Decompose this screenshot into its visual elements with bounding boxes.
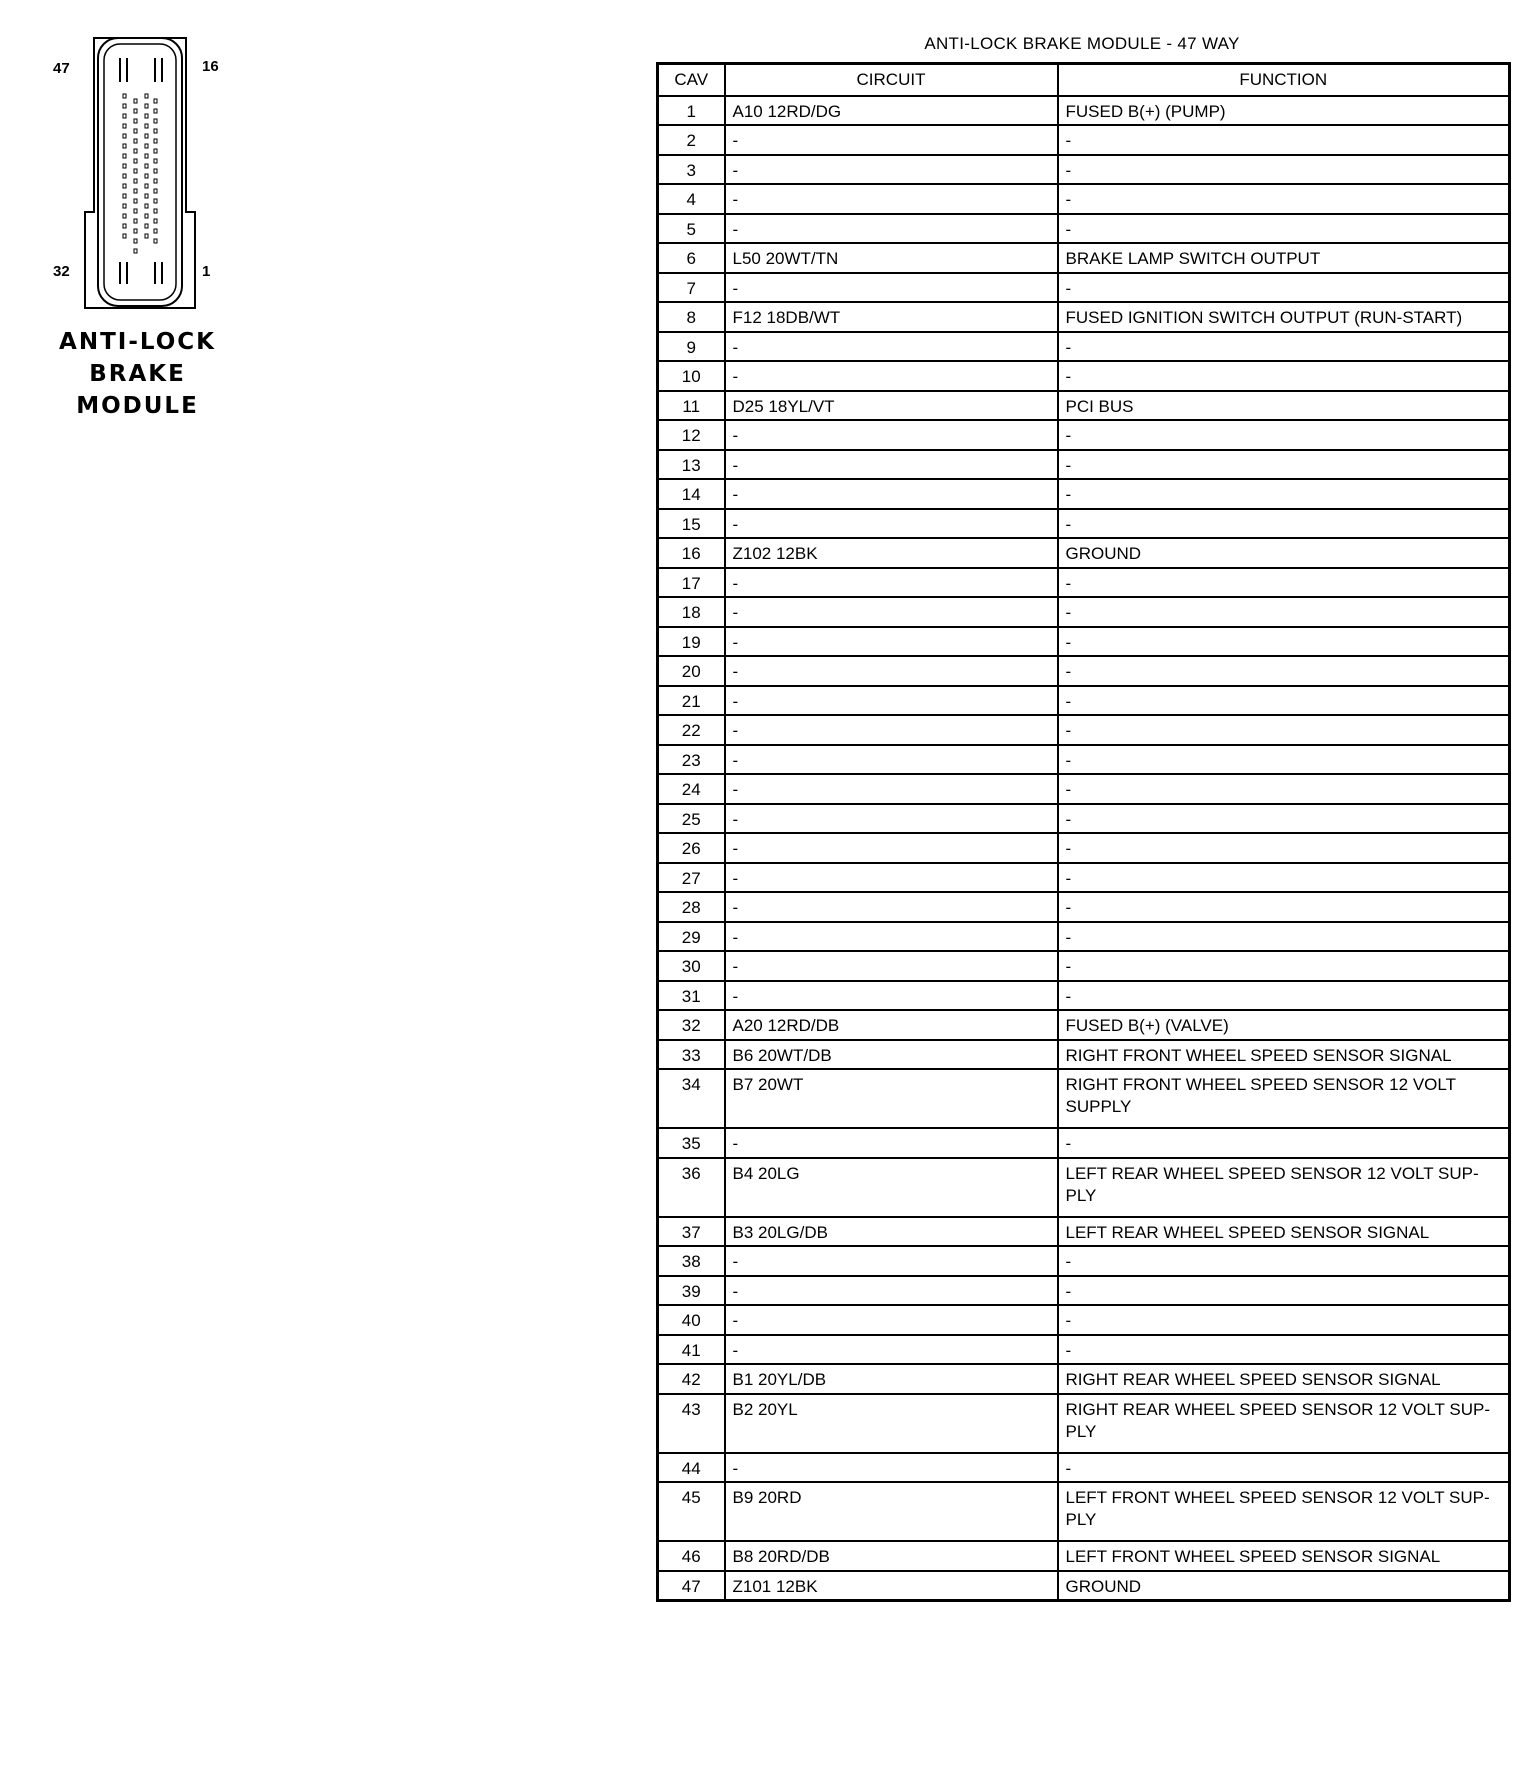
table-row <box>658 1364 1510 1394</box>
cell-cav: 18 <box>658 597 725 627</box>
cell-cav: 14 <box>658 479 725 509</box>
cell-circuit: - <box>725 597 1058 627</box>
cell-function: - <box>1058 863 1510 893</box>
cell-cav: 29 <box>658 922 725 952</box>
cell-circuit: B8 20RD/DB <box>725 1541 1058 1571</box>
table-row <box>658 951 1510 981</box>
connector-outline-icon <box>40 30 240 320</box>
table-row <box>658 1128 1510 1158</box>
table-row <box>658 479 1510 509</box>
cell-cav: 24 <box>658 774 725 804</box>
cell-function: FUSED B(+) (PUMP) <box>1058 96 1510 126</box>
cell-function: FUSED IGNITION SWITCH OUTPUT (RUN-START) <box>1058 302 1510 332</box>
table-row <box>658 745 1510 775</box>
cell-cav: 42 <box>658 1364 725 1394</box>
cell-circuit: - <box>725 125 1058 155</box>
cell-function: - <box>1058 125 1510 155</box>
cell-function: LEFT FRONT WHEEL SPEED SENSOR SIGNAL <box>1058 1541 1510 1571</box>
cell-circuit: - <box>725 273 1058 303</box>
table-row <box>658 1541 1510 1571</box>
cell-function: - <box>1058 892 1510 922</box>
header-cav: CAV <box>658 64 725 96</box>
cell-circuit: B4 20LG <box>725 1158 1058 1217</box>
table-row <box>658 833 1510 863</box>
cell-cav: 34 <box>658 1069 725 1128</box>
cell-function: - <box>1058 273 1510 303</box>
table-row <box>658 391 1510 421</box>
cell-cav: 39 <box>658 1276 725 1306</box>
cell-cav: 2 <box>658 125 725 155</box>
cell-circuit: Z102 12BK <box>725 538 1058 568</box>
cell-circuit: - <box>725 745 1058 775</box>
cell-function: LEFT FRONT WHEEL SPEED SENSOR 12 VOLT SUP-PLY <box>1058 1482 1510 1541</box>
table-row <box>658 1571 1510 1601</box>
cell-cav: 16 <box>658 538 725 568</box>
cell-circuit: D25 18YL/VT <box>725 391 1058 421</box>
cell-function: GROUND <box>1058 538 1510 568</box>
cell-function: - <box>1058 568 1510 598</box>
cell-function: LEFT REAR WHEEL SPEED SENSOR 12 VOLT SUP-PLY <box>1058 1158 1510 1217</box>
cell-function: - <box>1058 774 1510 804</box>
cell-function: - <box>1058 184 1510 214</box>
pin-label-32: 32 <box>53 263 70 280</box>
cell-function: - <box>1058 420 1510 450</box>
cell-cav: 8 <box>658 302 725 332</box>
table-row <box>658 774 1510 804</box>
cell-cav: 41 <box>658 1335 725 1365</box>
cell-circuit: B7 20WT <box>725 1069 1058 1128</box>
header-function: FUNCTION <box>1058 64 1510 96</box>
connector-name: ANTI-LOCK BRAKE MODULE <box>59 329 216 419</box>
table-row <box>658 214 1510 244</box>
table-row <box>658 804 1510 834</box>
cell-cav: 46 <box>658 1541 725 1571</box>
cell-cav: 4 <box>658 184 725 214</box>
cell-cav: 12 <box>658 420 725 450</box>
cell-function: - <box>1058 1128 1510 1158</box>
cell-circuit: - <box>725 184 1058 214</box>
cell-circuit: - <box>725 361 1058 391</box>
table-row <box>658 361 1510 391</box>
table-row <box>658 981 1510 1011</box>
table-row <box>658 273 1510 303</box>
cell-circuit: - <box>725 155 1058 185</box>
cell-function: BRAKE LAMP SWITCH OUTPUT <box>1058 243 1510 273</box>
cell-cav: 45 <box>658 1482 725 1541</box>
cell-circuit: - <box>725 1305 1058 1335</box>
cell-function: RIGHT FRONT WHEEL SPEED SENSOR 12 VOLT SUPPLY <box>1058 1069 1510 1128</box>
table-row <box>658 686 1510 716</box>
cell-circuit: - <box>725 214 1058 244</box>
cell-function: - <box>1058 332 1510 362</box>
cell-circuit: A20 12RD/DB <box>725 1010 1058 1040</box>
cell-cav: 22 <box>658 715 725 745</box>
table-row <box>658 568 1510 598</box>
cell-circuit: - <box>725 715 1058 745</box>
cell-function: FUSED B(+) (VALVE) <box>1058 1010 1510 1040</box>
cell-cav: 32 <box>658 1010 725 1040</box>
cell-circuit: B9 20RD <box>725 1482 1058 1541</box>
cell-circuit: - <box>725 479 1058 509</box>
table-header-row <box>658 64 1510 96</box>
cell-circuit: B1 20YL/DB <box>725 1364 1058 1394</box>
cell-cav: 9 <box>658 332 725 362</box>
table-row <box>658 243 1510 273</box>
cell-circuit: B2 20YL <box>725 1394 1058 1453</box>
cell-circuit: B3 20LG/DB <box>725 1217 1058 1247</box>
cell-function: - <box>1058 627 1510 657</box>
cell-cav: 44 <box>658 1453 725 1483</box>
cell-function: RIGHT REAR WHEEL SPEED SENSOR 12 VOLT SUP-PLY <box>1058 1394 1510 1453</box>
table-row <box>658 1217 1510 1247</box>
cell-function: - <box>1058 509 1510 539</box>
cell-function: - <box>1058 450 1510 480</box>
table-row <box>658 1394 1510 1453</box>
cell-function: LEFT REAR WHEEL SPEED SENSOR SIGNAL <box>1058 1217 1510 1247</box>
cell-circuit: Z101 12BK <box>725 1571 1058 1601</box>
cell-function: - <box>1058 1246 1510 1276</box>
cell-cav: 28 <box>658 892 725 922</box>
cell-circuit: - <box>725 509 1058 539</box>
cell-cav: 30 <box>658 951 725 981</box>
table-row <box>658 715 1510 745</box>
cell-function: GROUND <box>1058 1571 1510 1601</box>
table-row <box>658 656 1510 686</box>
table-row <box>658 1335 1510 1365</box>
table-row <box>658 1482 1510 1541</box>
cell-circuit: - <box>725 420 1058 450</box>
cell-circuit: A10 12RD/DG <box>725 96 1058 126</box>
pinout-table <box>656 62 1511 1602</box>
table-row <box>658 1246 1510 1276</box>
cell-cav: 25 <box>658 804 725 834</box>
cell-function: - <box>1058 833 1510 863</box>
cell-function: - <box>1058 715 1510 745</box>
cell-function: - <box>1058 804 1510 834</box>
cell-function: - <box>1058 745 1510 775</box>
cell-cav: 11 <box>658 391 725 421</box>
table-row <box>658 450 1510 480</box>
cell-cav: 19 <box>658 627 725 657</box>
table-row <box>658 1040 1510 1070</box>
cell-function: - <box>1058 981 1510 1011</box>
cell-circuit: - <box>725 774 1058 804</box>
cell-function: - <box>1058 155 1510 185</box>
cell-function: - <box>1058 597 1510 627</box>
cell-function: - <box>1058 686 1510 716</box>
cell-cav: 6 <box>658 243 725 273</box>
pin-label-1: 1 <box>202 263 211 280</box>
cell-cav: 43 <box>658 1394 725 1453</box>
cell-circuit: B6 20WT/DB <box>725 1040 1058 1070</box>
cell-function: - <box>1058 1335 1510 1365</box>
table-row <box>658 155 1510 185</box>
cell-cav: 20 <box>658 656 725 686</box>
cell-cav: 36 <box>658 1158 725 1217</box>
pin-label-16: 16 <box>202 58 219 75</box>
cell-cav: 47 <box>658 1571 725 1601</box>
cell-function: - <box>1058 1305 1510 1335</box>
cell-circuit: - <box>725 1453 1058 1483</box>
cell-function: - <box>1058 951 1510 981</box>
cell-circuit: - <box>725 951 1058 981</box>
cell-function: - <box>1058 922 1510 952</box>
cell-function: RIGHT FRONT WHEEL SPEED SENSOR SIGNAL <box>1058 1040 1510 1070</box>
table-row <box>658 302 1510 332</box>
cell-circuit: F12 18DB/WT <box>725 302 1058 332</box>
cell-function: - <box>1058 1453 1510 1483</box>
cell-cav: 33 <box>658 1040 725 1070</box>
cell-function: - <box>1058 479 1510 509</box>
cell-cav: 35 <box>658 1128 725 1158</box>
cell-circuit: - <box>725 863 1058 893</box>
table-row <box>658 597 1510 627</box>
cell-circuit: - <box>725 332 1058 362</box>
cell-cav: 27 <box>658 863 725 893</box>
cell-cav: 21 <box>658 686 725 716</box>
table-row <box>658 538 1510 568</box>
cell-cav: 15 <box>658 509 725 539</box>
cell-circuit: - <box>725 1335 1058 1365</box>
cell-cav: 37 <box>658 1217 725 1247</box>
table-row <box>658 184 1510 214</box>
cell-circuit: - <box>725 981 1058 1011</box>
table-row <box>658 1276 1510 1306</box>
cell-cav: 3 <box>658 155 725 185</box>
table-row <box>658 420 1510 450</box>
cell-circuit: - <box>725 922 1058 952</box>
table-row <box>658 863 1510 893</box>
table-row <box>658 96 1510 126</box>
cell-circuit: - <box>725 627 1058 657</box>
cell-cav: 5 <box>658 214 725 244</box>
cell-circuit: - <box>725 1246 1058 1276</box>
table-row <box>658 1305 1510 1335</box>
cell-function: RIGHT REAR WHEEL SPEED SENSOR SIGNAL <box>1058 1364 1510 1394</box>
table-row <box>658 627 1510 657</box>
table-row <box>658 509 1510 539</box>
cell-function: - <box>1058 361 1510 391</box>
table-row <box>658 1010 1510 1040</box>
table-row <box>658 1069 1510 1128</box>
cell-circuit: - <box>725 686 1058 716</box>
cell-function: - <box>1058 1276 1510 1306</box>
header-circuit: CIRCUIT <box>725 64 1058 96</box>
cell-circuit: - <box>725 1128 1058 1158</box>
cell-function: PCI BUS <box>1058 391 1510 421</box>
cell-circuit: - <box>725 833 1058 863</box>
cell-cav: 31 <box>658 981 725 1011</box>
cell-circuit: - <box>725 568 1058 598</box>
cell-circuit: - <box>725 450 1058 480</box>
table-row <box>658 125 1510 155</box>
table-row <box>658 332 1510 362</box>
pin-label-47: 47 <box>53 60 70 77</box>
cell-cav: 40 <box>658 1305 725 1335</box>
cell-cav: 1 <box>658 96 725 126</box>
cell-cav: 7 <box>658 273 725 303</box>
cell-cav: 23 <box>658 745 725 775</box>
table-title: ANTI-LOCK BRAKE MODULE - 47 WAY <box>924 34 1240 53</box>
cell-circuit: L50 20WT/TN <box>725 243 1058 273</box>
cell-circuit: - <box>725 1276 1058 1306</box>
table-row <box>658 1158 1510 1217</box>
table-row <box>658 922 1510 952</box>
table-body <box>658 96 1510 1601</box>
cell-cav: 38 <box>658 1246 725 1276</box>
cell-function: - <box>1058 656 1510 686</box>
cell-circuit: - <box>725 892 1058 922</box>
cell-cav: 26 <box>658 833 725 863</box>
cell-cav: 10 <box>658 361 725 391</box>
table-row <box>658 892 1510 922</box>
cell-circuit: - <box>725 804 1058 834</box>
cell-cav: 13 <box>658 450 725 480</box>
cell-cav: 17 <box>658 568 725 598</box>
cell-function: - <box>1058 214 1510 244</box>
cell-circuit: - <box>725 656 1058 686</box>
table-row <box>658 1453 1510 1483</box>
